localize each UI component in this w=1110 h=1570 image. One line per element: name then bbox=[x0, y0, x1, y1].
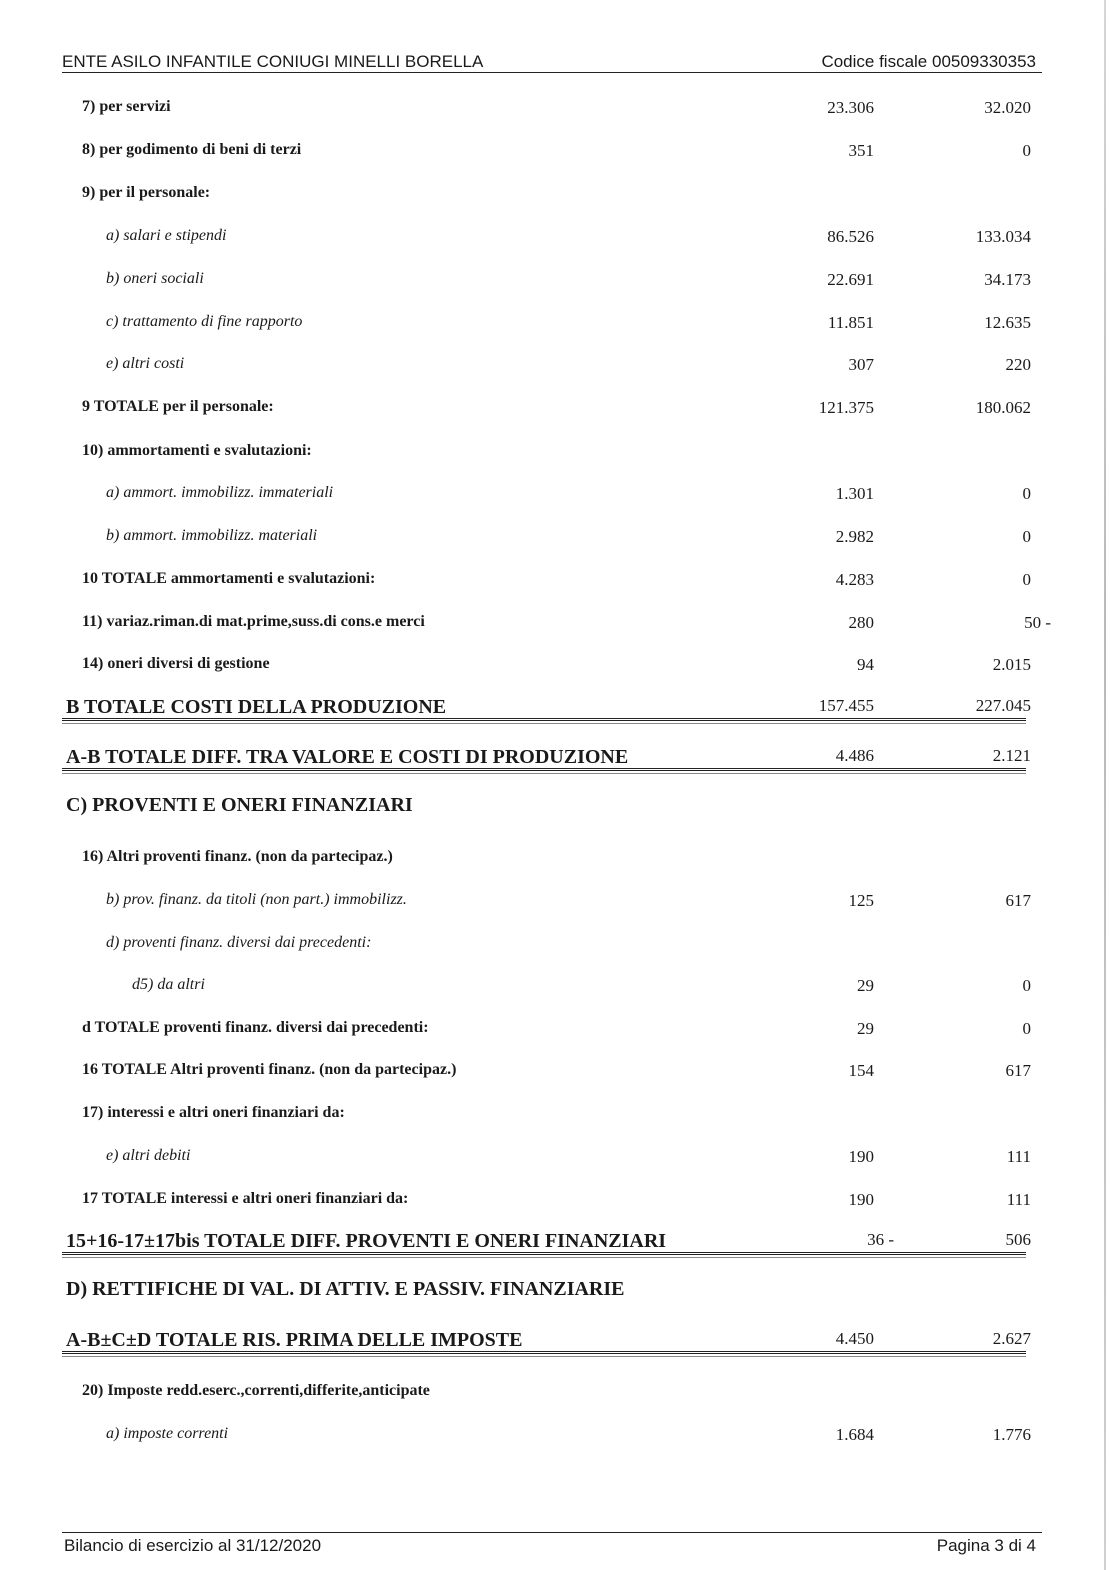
prior-year-value: 506 bbox=[1005, 1230, 1031, 1249]
table-row bbox=[0, 886, 1110, 916]
current-year-value: 22.691 bbox=[827, 270, 874, 289]
section-heading-row bbox=[0, 793, 1110, 823]
current-year-value: 121.375 bbox=[818, 398, 874, 417]
table-row bbox=[0, 1142, 1110, 1172]
prior-year-value: 0 bbox=[1022, 570, 1031, 589]
current-year-value: 4.283 bbox=[835, 570, 874, 589]
prior-year-value: 50 - bbox=[1024, 613, 1051, 632]
row-label: 16) Altri proventi finanz. (non da partecipaz.) bbox=[82, 848, 393, 865]
current-year-value: 2.982 bbox=[835, 527, 874, 546]
current-year-value: 94 bbox=[857, 655, 874, 674]
current-year-value: 36 - bbox=[867, 1230, 894, 1249]
row-label: a) imposte correnti bbox=[106, 1425, 229, 1442]
current-year-value: 11.851 bbox=[827, 313, 874, 332]
row-label: a) ammort. immobilizz. immateriali bbox=[106, 484, 334, 501]
row-label: A-B±C±D TOTALE RIS. PRIMA DELLE IMPOSTE bbox=[66, 1329, 523, 1351]
row-label: 11) variaz.riman.di mat.prime,suss.di cons.e merci bbox=[82, 613, 425, 630]
row-label: b) prov. finanz. da titoli (non part.) immobilizz. bbox=[106, 891, 407, 908]
table-row bbox=[0, 308, 1110, 338]
current-year-value: 190 bbox=[848, 1190, 874, 1209]
prior-year-value: 1.776 bbox=[992, 1425, 1031, 1444]
prior-year-value: 2.627 bbox=[992, 1329, 1031, 1348]
prior-year-value: 2.015 bbox=[992, 655, 1031, 674]
table-row bbox=[0, 1420, 1110, 1450]
current-year-value: 125 bbox=[848, 891, 874, 910]
table-row bbox=[0, 437, 1110, 467]
row-label: 16 TOTALE Altri proventi finanz. (non da partecipaz.) bbox=[82, 1061, 457, 1078]
row-label: 14) oneri diversi di gestione bbox=[82, 655, 270, 672]
row-label: d TOTALE proventi finanz. diversi dai precedenti: bbox=[82, 1019, 429, 1036]
total-row bbox=[0, 694, 1110, 724]
row-label: B TOTALE COSTI DELLA PRODUZIONE bbox=[66, 696, 447, 718]
table-row bbox=[0, 971, 1110, 1001]
total-row bbox=[0, 1228, 1110, 1258]
prior-year-value: 2.121 bbox=[992, 746, 1031, 765]
table-row bbox=[0, 565, 1110, 595]
entity-name: ENTE ASILO INFANTILE CONIUGI MINELLI BORELLA bbox=[62, 52, 484, 71]
row-label: d) proventi finanz. diversi dai precedenti: bbox=[106, 934, 372, 951]
row-label: C) PROVENTI E ONERI FINANZIARI bbox=[66, 794, 413, 816]
prior-year-value: 0 bbox=[1022, 141, 1031, 160]
table-row bbox=[0, 1185, 1110, 1215]
prior-year-value: 227.045 bbox=[975, 696, 1031, 715]
current-year-value: 280 bbox=[848, 613, 874, 632]
table-row bbox=[0, 93, 1110, 123]
total-row bbox=[0, 744, 1110, 774]
table-row bbox=[0, 1099, 1110, 1129]
prior-year-value: 617 bbox=[1005, 1061, 1031, 1080]
prior-year-value: 220 bbox=[1005, 355, 1031, 374]
row-label: 9 TOTALE per il personale: bbox=[82, 398, 274, 415]
row-label: b) oneri sociali bbox=[106, 270, 204, 287]
prior-year-value: 111 bbox=[1006, 1190, 1031, 1209]
prior-year-value: 34.173 bbox=[984, 270, 1031, 289]
current-year-value: 1.301 bbox=[835, 484, 874, 503]
page-footer bbox=[62, 1532, 1042, 1557]
current-year-value: 29 bbox=[857, 1019, 874, 1038]
table-row bbox=[0, 1056, 1110, 1086]
table-row bbox=[0, 350, 1110, 380]
row-label: D) RETTIFICHE DI VAL. DI ATTIV. E PASSIV. FINANZIARIE bbox=[66, 1278, 625, 1300]
balance-date: Bilancio di esercizio al 31/12/2020 bbox=[64, 1536, 322, 1555]
table-row bbox=[0, 1014, 1110, 1044]
row-label: 20) Imposte redd.eserc.,correnti,differite,anticipate bbox=[82, 1382, 430, 1399]
table-row bbox=[0, 222, 1110, 252]
row-label: d5) da altri bbox=[132, 976, 205, 993]
row-label: 17) interessi e altri oneri finanziari da: bbox=[82, 1104, 345, 1121]
total-row bbox=[0, 1327, 1110, 1357]
row-label: 9) per il personale: bbox=[82, 184, 211, 201]
row-label: 15+16-17±17bis TOTALE DIFF. PROVENTI E ONERI FINANZIARI bbox=[66, 1230, 667, 1252]
prior-year-value: 32.020 bbox=[984, 98, 1031, 117]
row-label: e) altri costi bbox=[106, 355, 185, 372]
current-year-value: 351 bbox=[848, 141, 874, 160]
current-year-value: 157.455 bbox=[818, 696, 874, 715]
current-year-value: 307 bbox=[848, 355, 874, 374]
row-label: 10 TOTALE ammortamenti e svalutazioni: bbox=[82, 570, 376, 587]
table-row bbox=[0, 843, 1110, 873]
current-year-value: 23.306 bbox=[827, 98, 874, 117]
prior-year-value: 133.034 bbox=[975, 227, 1031, 246]
table-row bbox=[0, 179, 1110, 209]
table-row bbox=[0, 265, 1110, 295]
current-year-value: 4.486 bbox=[835, 746, 874, 765]
table-row bbox=[0, 1377, 1110, 1407]
section-heading-row bbox=[0, 1277, 1110, 1307]
prior-year-value: 617 bbox=[1005, 891, 1031, 910]
current-year-value: 4.450 bbox=[835, 1329, 874, 1348]
current-year-value: 29 bbox=[857, 976, 874, 995]
prior-year-value: 0 bbox=[1022, 1019, 1031, 1038]
prior-year-value: 12.635 bbox=[984, 313, 1031, 332]
tax-code: Codice fiscale 00509330353 bbox=[821, 52, 1036, 71]
prior-year-value: 180.062 bbox=[975, 398, 1031, 417]
table-row bbox=[0, 608, 1110, 638]
table-row bbox=[0, 479, 1110, 509]
row-label: e) altri debiti bbox=[106, 1147, 191, 1164]
table-row bbox=[0, 393, 1110, 423]
row-label: 7) per servizi bbox=[82, 98, 171, 115]
table-row bbox=[0, 522, 1110, 552]
table-row bbox=[0, 136, 1110, 166]
current-year-value: 1.684 bbox=[835, 1425, 874, 1444]
row-label: c) trattamento di fine rapporto bbox=[106, 313, 303, 330]
current-year-value: 154 bbox=[848, 1061, 874, 1080]
row-label: a) salari e stipendi bbox=[106, 227, 227, 244]
table-row bbox=[0, 650, 1110, 680]
row-label: 17 TOTALE interessi e altri oneri finanziari da: bbox=[82, 1190, 409, 1207]
current-year-value: 86.526 bbox=[827, 227, 874, 246]
row-label: b) ammort. immobilizz. materiali bbox=[106, 527, 318, 544]
row-label: 10) ammortamenti e svalutazioni: bbox=[82, 442, 312, 459]
row-label: 8) per godimento di beni di terzi bbox=[82, 141, 302, 158]
table-row bbox=[0, 929, 1110, 959]
page-number: Pagina 3 di 4 bbox=[936, 1536, 1036, 1555]
prior-year-value: 0 bbox=[1022, 527, 1031, 546]
prior-year-value: 111 bbox=[1006, 1147, 1031, 1166]
prior-year-value: 0 bbox=[1022, 484, 1031, 503]
prior-year-value: 0 bbox=[1022, 976, 1031, 995]
row-label: A-B TOTALE DIFF. TRA VALORE E COSTI DI PRODUZIONE bbox=[66, 746, 629, 768]
current-year-value: 190 bbox=[848, 1147, 874, 1166]
